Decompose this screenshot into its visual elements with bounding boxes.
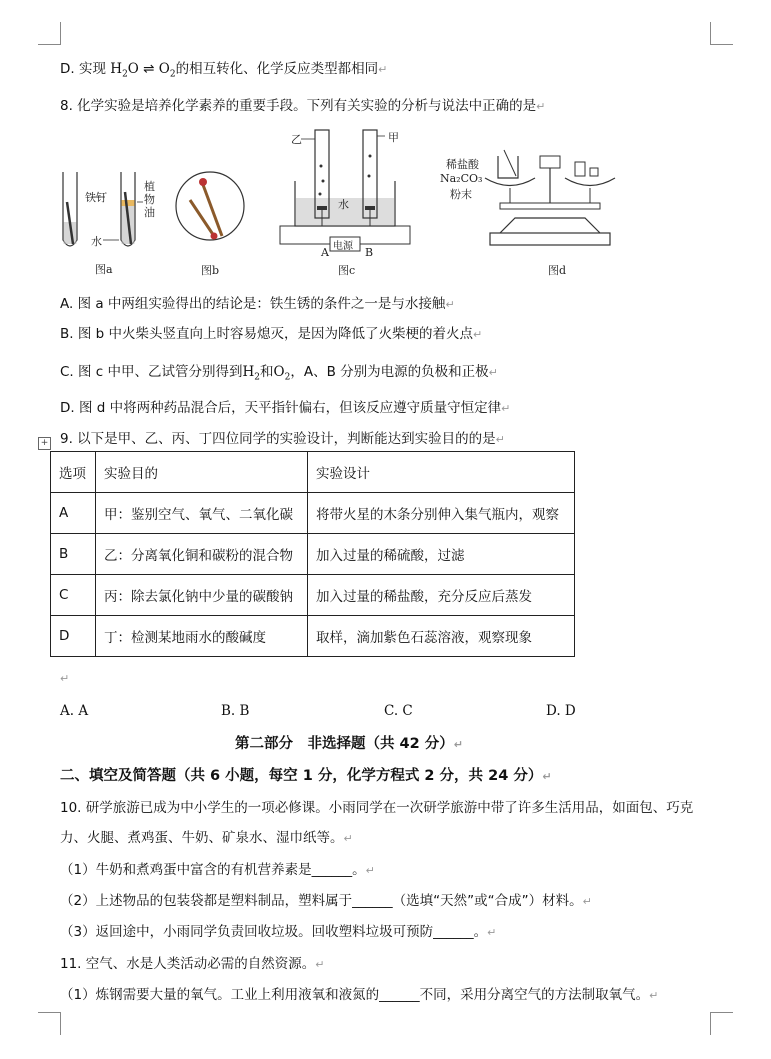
- label-electrode-a: A: [321, 246, 329, 259]
- table-cell: 将带火星的木条分别伸入集气瓶内，观察: [308, 493, 575, 534]
- table-cell: 加入过量的稀硫酸，过滤: [308, 534, 575, 575]
- q8-option-d: D. 图 d 中将两种药品混合后，天平指针偏右，但该反应遵守质量守恒定律↵: [60, 400, 511, 416]
- q7-option-d: D. 实现 $H_2O$ ⇌ $O_2$的相互转化、化学反应类型都相同↵: [60, 61, 388, 80]
- table-header-cell: 实验目的: [96, 452, 308, 493]
- label-tube-yi: 乙: [291, 133, 302, 146]
- section-heading: 二、填空及简答题（共 6 小题，每空 1 分，化学方程式 2 分，共 24 分）↵: [60, 768, 552, 784]
- figure-a: [55, 162, 165, 277]
- q8-stem: 8. 化学实验是培养化学素养的重要手段。下列有关实验的分析与说法中正确的是↵: [60, 98, 546, 114]
- label-nail: 铁钉: [85, 191, 107, 204]
- q10-stem-line1: 10. 研学旅游已成为中小学生的一项必修课。小雨同学在一次研学旅游中带了许多生活用品，如面包、巧克: [60, 800, 694, 816]
- q8-option-c: C. 图 c 中甲、乙试管分别得到$H_2$和$O_2$，A、B 分别为电源的负极和正极↵: [60, 364, 498, 383]
- q8-option-a: A. 图 a 中两组实验得出的结论是：铁生锈的条件之一是与水接触↵: [60, 296, 455, 312]
- crop-mark-bottom-right: [710, 1012, 733, 1035]
- q10-sub3: （3）返回途中，小雨同学负责回收垃圾。回收塑料垃圾可预防______。↵: [60, 924, 497, 940]
- table-cell: C: [51, 575, 96, 616]
- q10-stem-line2: 力、火腿、煮鸡蛋、牛奶、矿泉水、湿巾纸等。↵: [60, 830, 353, 846]
- label-tube-jia: 甲: [388, 131, 399, 144]
- table-row: [51, 493, 575, 534]
- figure-d-caption: 图d: [548, 264, 567, 277]
- q8-option-b: B. 图 b 中火柴头竖直向上时容易熄灭，是因为降低了火柴梗的着火点↵: [60, 326, 483, 342]
- table-header-cell: 选项: [51, 452, 96, 493]
- label-sodium-carbonate: Na₂CO₃: [440, 172, 483, 185]
- q11-stem: 11. 空气、水是人类活动必需的自然资源。↵: [60, 956, 325, 972]
- table-row: [51, 534, 575, 575]
- part2-title: 第二部分 非选择题（共 42 分）↵: [235, 736, 463, 752]
- reversible-arrow-icon: ⇌: [143, 61, 155, 77]
- figure-b-caption: 图b: [201, 264, 220, 277]
- table-cell: 丁：检测某地雨水的酸碱度: [96, 616, 308, 657]
- crop-mark-top-left: [38, 22, 61, 45]
- q10-sub2: （2）上述物品的包装袋都是塑料制品，塑料属于______（选填“天然”或“合成”）材料。↵: [60, 893, 592, 909]
- q9-choice-d: D. D: [546, 703, 576, 719]
- q11-sub1: （1）炼钢需要大量的氧气。工业上利用液氧和液氮的______不同，采用分离空气的方法制取氧气。↵: [60, 987, 659, 1003]
- crop-mark-top-right: [710, 22, 733, 45]
- table-cell: 取样，滴加紫色石蕊溶液，观察现象: [308, 616, 575, 657]
- table-cell: D: [51, 616, 96, 657]
- label-power-supply: 电源: [333, 241, 353, 252]
- table-row: [51, 575, 575, 616]
- label-electrode-b: B: [365, 246, 374, 259]
- table-move-handle-icon[interactable]: +: [38, 437, 51, 450]
- figure-a-caption: 图a: [95, 263, 113, 276]
- table-cell: 甲：鉴别空气、氧气、二氧化碳: [96, 493, 308, 534]
- table-cell: 乙：分离氧化铜和碳粉的混合物: [96, 534, 308, 575]
- table-cell: B: [51, 534, 96, 575]
- label-oil: 植物油: [144, 180, 155, 219]
- empty-paragraph-mark: ↵: [60, 672, 70, 685]
- label-hydrochloric-acid: 稀盐酸: [446, 158, 479, 171]
- table-cell: 加入过量的稀盐酸，充分反应后蒸发: [308, 575, 575, 616]
- q9-options-table: [50, 451, 575, 657]
- q9-choice-b: B. B: [221, 703, 250, 719]
- table-cell: A: [51, 493, 96, 534]
- label-powder: 粉末: [450, 188, 472, 201]
- label-water: 水: [338, 198, 349, 211]
- q10-sub1: （1）牛奶和煮鸡蛋中富含的有机营养素是______。↵: [60, 862, 375, 878]
- table-header-row: [51, 452, 575, 493]
- figure-c-caption: 图c: [338, 264, 356, 277]
- figure-d: [440, 148, 620, 278]
- figure-c: [275, 126, 415, 276]
- table-header-cell: 实验设计: [308, 452, 575, 493]
- table-row: [51, 616, 575, 657]
- figure-b: [172, 170, 252, 276]
- q9-choice-a: A. A: [60, 703, 89, 719]
- table-cell: 丙：除去氯化钠中少量的碳酸钠: [96, 575, 308, 616]
- q9-choice-c: C. C: [384, 703, 413, 719]
- crop-mark-bottom-left: [38, 1012, 61, 1035]
- q9-stem: 9. 以下是甲、乙、丙、丁四位同学的实验设计，判断能达到实验目的的是↵: [60, 431, 505, 447]
- label-water: 水: [91, 235, 102, 248]
